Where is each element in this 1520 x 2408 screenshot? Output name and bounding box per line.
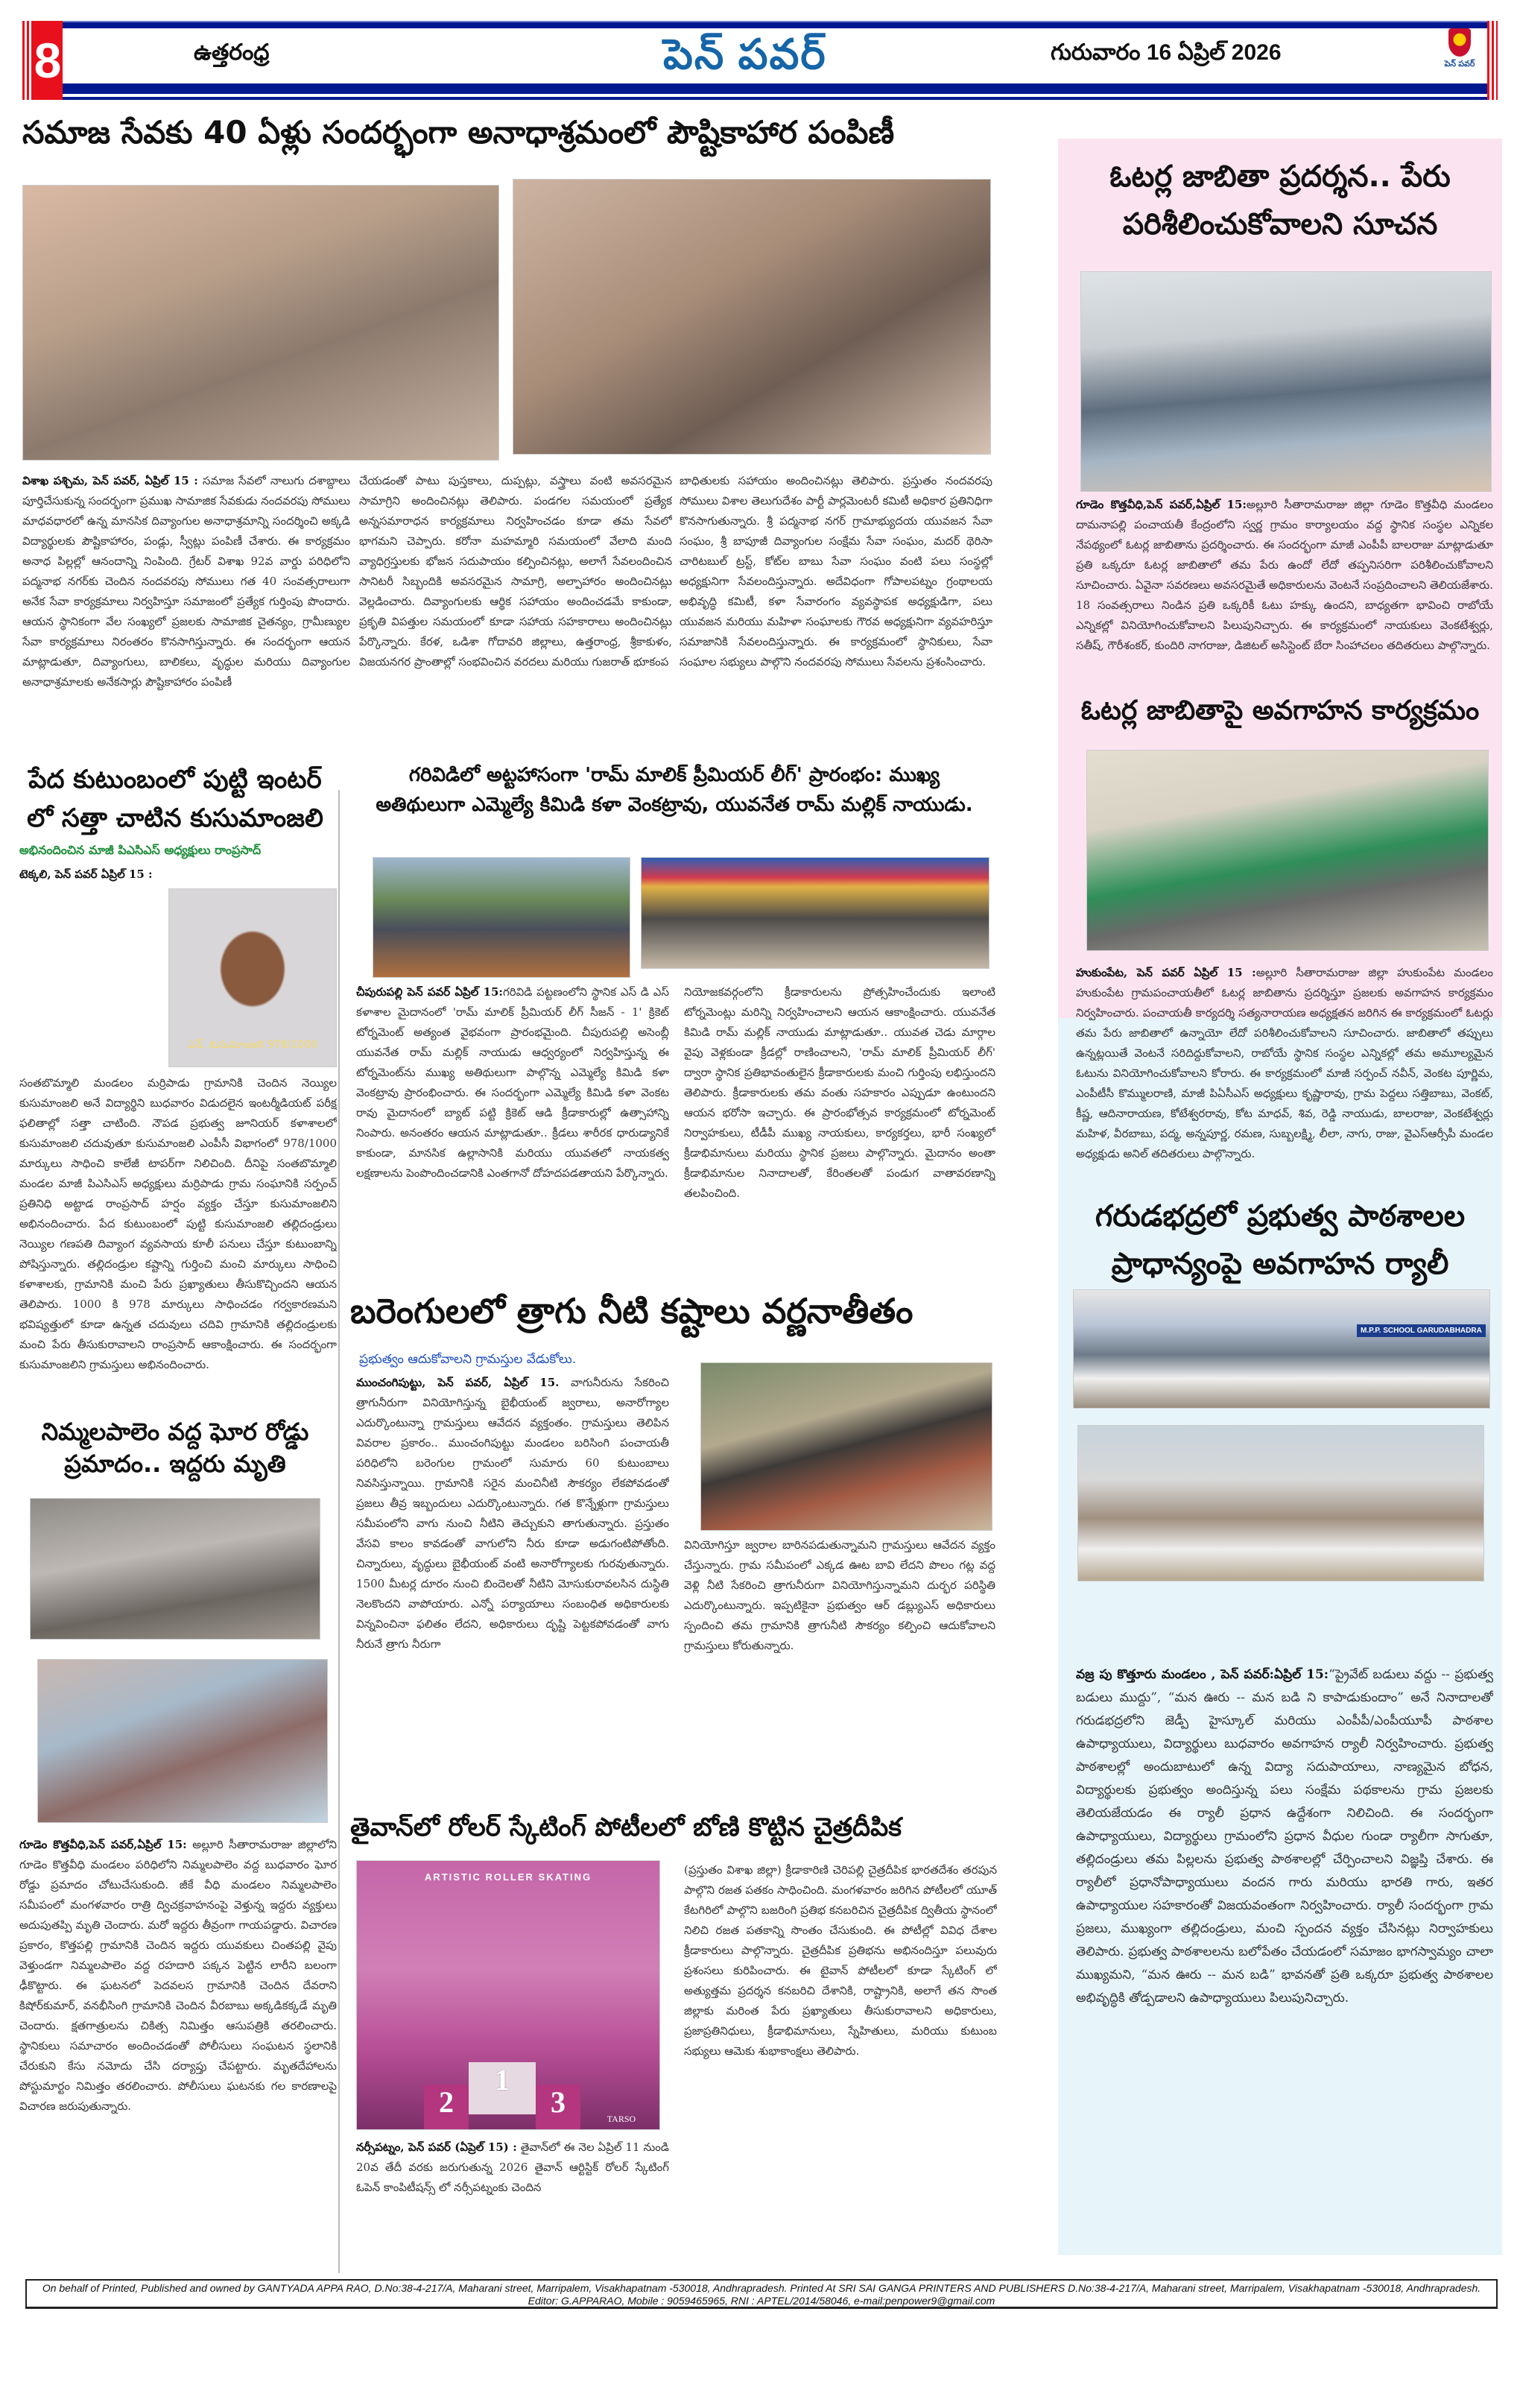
dateline-water: ముంచంగిపుట్టు, పెన్ పవర్, ఏప్రిల్ 15. <box>356 1376 560 1389</box>
headline-voters-list: ఓటర్ల జాబితా ప్రదర్శన.. పేరు పరిశీలించుకోవాలని సూచన <box>1109 159 1451 241</box>
paper-title: పెన్ పవర్ <box>663 31 827 78</box>
photo-kusumanjali <box>168 888 337 1067</box>
dateline-voters-list: గూడెం కొత్తవీధి,పెన్ పవర్,ఏప్రిల్ 15: <box>1076 498 1247 511</box>
column-divider <box>338 790 340 2273</box>
article-body-water-col2: వినియోగిస్తూ జ్వరాల బారినపడుతున్నామని గ్రామస్తులు ఆవేదన వ్యక్తం చేస్తున్నారు. గ్రామ సమీపంలో ఎక్కడ ఊట బావి లేదని పొలం గట్ల వద్ద వెళ్లి నీటి సేకరించి త్రాగునీరుగా వినియోగిస్తున్నామని దుర్భర పరిస్థితి ఎదుర్కొంటున్నారు. ఇప్పటికైనా ప్రభుత్వం ఆర్ డబ్ల్యుఎస్ అధికారులు స్పందించి తమ గ్రామానికి త్రాగునీటి సౌకర్యం కల్పించి ఆదుకోవాలని గ్రామస్తులు కోరుతున్నారు. <box>684 1538 995 1652</box>
masthead-bottom-rule <box>22 97 1498 100</box>
headline-voters-awareness: ఓటర్ల జాబితాపై అవగాహన కార్యక్రమం <box>1080 695 1480 726</box>
article-body-voters-awareness: హుకుంపేట, పెన్ పవర్ ఏప్రిల్ 15 :అల్లూరి సీతారామరాజు జిల్లా హుకుంపేట మండలం హుకుంపేట గ్రామపంచాయతీలో ఓటర్ల జాబితాను ప్రదర్శిస్తూ ప్రజలకు అవగాహన కార్యక్రమం నిర్వహించారు. పంచాయతీ కార్యదర్శి సత్యనారాయణ అధ్యక్షతన జరిగిన ఈ కార్యక్రమంలో ఓటర్లు తమ పేరు జాబితాలో ఉన్నాయో లేదో పరిశీలించుకోవాలని సూచించారు. జాబితాలో తప్పులు ఉన్నట్లయితే వెంటనే సరిదిద్దుకోవాలని, రాబోయే స్థానిక సంస్థల ఎన్నికల్లో తమ అమూల్యమైన ఓటును వినియోగించుకోవాలని కోరారు. ఈ కార్యక్రమంలో మాజీ సర్పంచ్ నవీన్, వెంకట పూర్ణిమ, ఎంపీటీసీ కొమ్ములరాణి, మాజీ పిఏసీఎస్ అధ్యక్షులు కృష్ణారావు, గ్రామ పెద్దలు సత్తిబాబు, వెంకట్, కీష్ణ, ఆదినారాయణ, కోటేశ్వరరావు, కోట మాధవ్, శివ, రెడ్డి నాయుడు, బాలరాజు, వెంకటేశ్వర్లు మహిళ, వీరబాబు, పద్మ, అన్నపూర్ణ, రమణ, సుబ్బలక్ష్మి, లీలా, నాగు, రాజు, వైఎస్ఆర్సీపీ మండల అధ్యక్షుడు అనిల్ తదితరులు పాల్గొన్నారు. <box>1076 966 1493 1160</box>
article-body-skating-col2: (ప్రస్తుతం విశాఖ జిల్లా) క్రీడాకారిణి చెరిపల్లి చైత్రదీపిక భారతదేశం తరపున పాల్గొని రజత పతకం సాధించింది. మంగళవారం జరిగిన పోటీలలో యూత్ కేటగిరిలో పాల్గొని బజరింగి ప్రతిభ కనబరిచిన చైత్రదీపిక ద్వితీయ స్థానంలో నిలిచి రజత పతకాన్ని సొంతం చేసుకుంది. ఈ పోటీల్లో వివిధ దేశాల క్రీడాకారులు పాల్గొన్నారు. చైత్రదీపిక ప్రతిభను అభినందిస్తూ పలువురు ప్రశంసలు కురిపించారు. ఈ టైవాన్ పోటీలలో కూడా స్కేటింగ్ లో అత్యుత్తమ ప్రదర్శన కనబరిచి దేశానికి, రాష్ట్రానికి, అలాగే తన సొంత జిల్లాకు మరింత పేరు ప్రఖ్యాతులు తీసుకురావాలని అధికారులు, ప్రజాప్రతినిధులు, క్రీడాభిమానులు, స్నేహితులు, మరియు కుటుంబ సభ్యులు ఆమెకు శుభాకాంక్షలు తెలిపారు. <box>684 1863 997 2058</box>
page-number: 8 <box>33 21 63 100</box>
headline-kusumanjali: పేద కుటుంబంలో పుట్టి ఇంటర్ లో సత్తా చాటిన కుసుమాంజలి <box>27 765 323 833</box>
section-name: ఉత్తరంధ్ర <box>194 40 270 65</box>
photo-accident-1 <box>30 1498 320 1640</box>
podium-third-block: 3 <box>536 2085 580 2129</box>
article-body-skating-col1: నర్సీపట్నం, పెన్ పవర్ (ఏప్రెల్ 15) : తైవాన్‌లో ఈ నెల ఏప్రిల్ 11 నుండి 20వ తేదీ వరకు జరుగుతున్న 2026 తైవాన్ ఆర్టిస్టిక్ రోలర్ స్కేటింగ్ ఓపెన్ కాంపిటీషన్స్ లో నర్సీపట్నంకు చెందిన <box>356 2140 669 2194</box>
article-body-kusumanjali: సంతబొమ్మాలి మండలం మర్రిపాడు గ్రామానికి చెందిన నెయ్యిల కుసుమాంజలి అనే విద్యార్థిని బుధవారం విడుదలైన ఇంటర్మీడియట్ పరీక్ష ఫలితాల్లో సత్తా చాటింది. నౌపడ ప్రభుత్వ జూనియర్ కళాశాలలో కుసుమాంజలి చదువుతూ కుసుమాంజలి ఎంపీసీ విభాగంలో 978/1000 మార్కులు సాధించి కాలేజీ టాపర్‌గా నిలిచింది. దీనిపై సంతబొమ్మాలి మండల మాజీ పిఎసిఎస్ అధ్యక్షులు మర్రిపాడు గ్రామ సంఘానికి సర్పంచ్ ప్రతినిధి అట్టాడ రాంప్రసాద్ హర్షం వ్యక్తం చేస్తూ కుసుమాంజలిని అభినందించారు. పేద కుటుంబంలో పుట్టి కుసుమాంజలి తల్లిదండ్రులు నెయ్యిల గణపతి దివ్యాంగ వ్యవసాయ కూలీ పనులు చేస్తూ కుటుంబాన్ని పోషిస్తున్నారు. తల్లిదండ్రుల కష్టాన్ని గుర్తించి మంచి మార్కులు సాధించి కళాశాలకు, గ్రామానికి మంచి పేరు ప్రఖ్యాతులు తీసుకొచ్చిందని ఆయన తెలిపారు. 1000 కి 978 మార్కులు సాధించడం గర్వకారణమని భవిష్యత్తులో కూడా ఉన్నత చదువులు చదివి గ్రామానికి తల్లిదండ్రులకు మంచి పేరు తీసుకురావాలని రాంప్రసాద్ ఆకాంక్షించారు. ఈ సందర్భంగా కుసుమాంజలిని గ్రామస్తులు అభినందించారు. <box>19 1076 337 1371</box>
masthead-stripes-right <box>1487 21 1498 100</box>
paper-logo-icon <box>1442 28 1478 80</box>
photo-rally-1 <box>1073 1289 1490 1409</box>
dateline-voters-awareness: హుకుంపేట, పెన్ పవర్ ఏప్రిల్ 15 : <box>1076 966 1256 979</box>
article-body-cricket-col1: చీపురుపల్లి పెన్ పవర్ ఏప్రిల్ 15:గరివిడి పట్టణంలోని స్థానిక ఎస్ డి ఎస్ కళాశాల మైదానంలో 'రామ్ మాలిక్ ప్రీమియర్ లీగ్ సీజన్ - 1' క్రికెట్ టోర్నమెంట్ అత్యంత వైభవంగా ప్రారంభమైంది. చీపురుపల్లి అసెంబ్లీ యువనేత రామ్ మల్లిక్ నాయుడు ఆధ్వర్యంలో నిర్వహిస్తున్న ఈ టోర్నమెంట్‌ను ముఖ్య అతిథులుగా పాల్గొన్న ఎమ్మెల్యే కిమిడి కళా వెంకట్రావు ప్రారంభించారు. ఈ సందర్భంగా ఎమ్మెల్యే కిమిడి కళా వెంకట రావు మైదానంలో బ్యాట్ పట్టి క్రికెట్ ఆడి క్రీడాకారుల్లో ఉత్సాహాన్ని నింపారు. అనంతరం ఆయన మాట్లాడుతూ.. క్రీడలు శారీరక ధారుడ్యానికే కాకుండా, మానసిక ఉల్లాసానికి మరియు యువతలో నాయకత్వ లక్షణాలను పెంపొందించడానికి ఎంతగానో దోహదపడతాయని పేర్కొన్నారు. <box>356 985 669 1180</box>
logo-text: పెన్ పవర్ <box>1444 60 1475 69</box>
article-body-cricket-col2: నియోజకవర్గంలోని క్రీడాకారులను ప్రోత్సహించేందుకు ఇలాంటి టోర్నమెంట్లు మరిన్ని నిర్వహించాలని ఆయన ఆకాంక్షించారు. యువనేత కిమిడి రామ్ మల్లిక్ నాయుడు మాట్లాడుతూ.. యువత చెడు మార్గాల వైపు వెళ్లకుండా క్రీడల్లో రాణించాలని, 'రామ్ మాలిక్ ప్రీమియర్ లీగ్' ద్వారా స్థానిక ప్రతిభావంతులైన క్రీడాకారులకు మంచి గుర్తింపు లభిస్తుందని తెలిపారు. క్రీడాకారులకు తమ వంతు సహకారం ఎప్పుడూ ఉంటుందని ఆయన భరోసా ఇచ్చారు. ఈ ప్రారంభోత్సవ కార్యక్రమంలో టోర్నమెంట్ నిర్వాహకులు, టీడీపీ ముఖ్య నాయకులు, కార్యకర్తలు, భారీ సంఖ్యలో క్రీడాభిమానులు మరియు స్థానిక ప్రజలు పాల్గొన్నారు. మైదానం అంతా క్రీడాభిమానుల నినాదాలతో, కేరింతలతో పండుగ వాతావరణాన్ని తలపించింది. <box>684 985 995 1200</box>
article-body-orphanage-col1: విశాఖ పశ్చిమ, పెన్ పవర్, ఏప్రిల్ 15 : సమాజ సేవలో నాలుగు దశాబ్దాలు పూర్తిచేసుకున్న సందర్భంగా ప్రముఖ సామాజిక సేవకుడు నందవరపు సోములు మాధవధారలో ఉన్న మానసిక దివ్యాంగుల అనాధాశ్రమాన్ని సందర్శించి అక్కడి విద్యార్థులకు పౌష్టికాహారం, పండ్లు, స్వీట్లు పంపిణీ చేశారు. ఈ కార్యక్రమం అనాధ పిల్లల్లో ఆనందాన్ని నింపింది. గ్రేటర్ విశాఖ 92వ వార్డు పరిధిలోని పద్మనాభ నగర్‌కు చెందిన నందవరపు సోములు గత 40 సంవత్సరాలుగా అనేక సేవా కార్యక్రమాలు నిర్వహిస్తూ సమాజంలో ప్రత్యేక గుర్తింపు పొందారు. ఆయన స్థానికంగా వేల సంఖ్యలో ప్రజలకు సామాజిక చైతన్యం, గ్రామీణ్యుల సేవా కార్యక్రమాలు నిరంతరం కొనసాగిస్తున్నారు. ఈ సందర్భంగా ఆయన మాట్లాడుతూ, దివ్యాంగులు, బాలికలు, వృద్ధుల మరియు దివ్యాంగుల అనాధాశ్రమాలకు అనేకసార్లు పౌష్టికాహారం పంపిణీ <box>22 474 350 689</box>
photo-orphanage-meal-2 <box>513 179 991 455</box>
imprint-line-2: Editor: G.APPARAO, Mobile : 9059465965, RNI : APTEL/2014/58046, e-mail:penpower9@gmail.com <box>528 2295 995 2307</box>
podium-first-block: 1 <box>469 2062 536 2114</box>
masthead-stripes-left <box>22 21 33 100</box>
imprint-footer <box>25 2279 1498 2309</box>
dateline-skating: నర్సీపట్నం, పెన్ పవర్ (ఏప్రెల్ 15) : <box>356 2140 517 2154</box>
headline-skating: తైవాన్‌లో రోలర్ స్కేటింగ్ పోటీలలో బోణి కొట్టిన చైత్రదీపిక <box>350 1813 902 1842</box>
article-body-voters-list: గూడెం కొత్తవీధి,పెన్ పవర్,ఏప్రిల్ 15:అల్లూరి సీతారామరాజు జిల్లా గూడెం కొత్తవీధి మండలం దామనాపల్లి పంచాయతీ కేంద్రంలోని స్వర్ణ గ్రామం కార్యాలయం వద్ద స్థానిక సంస్థల ఎన్నికల నేపథ్యంలో ఓటర్ల జాబితాను ప్రదర్శించారు. ఈ సందర్భంగా మాజీ ఎంపీపీ బాలరాజు మాట్లాడుతూ ప్రతి ఒక్కరూ ఓటర్ల జాబితాలో తమ పేరు ఉందో లేదో తప్పనిసరిగా పరిశీలించుకోవాలని సూచించారు. ఏవైనా సవరణలు అవసరమైతే అధికారులను వెంటనే సంప్రదించాలని తెలియజేశారు. 18 సంవత్సరాలు నిండిన ప్రతి ఒక్కరికీ ఓటు హక్కు ఉందని, బాధ్యతగా భావించి రాబోయే ఎన్నికల్లో వినియోగించుకోవాలని పిలుపునిచ్చారు. ఈ కార్యక్రమంలో నాయకులు వెంకటేశ్వర్లు, సతీష్, గౌరీశంకర్, కుందిరి నాగరాజు, డిజిటల్ అసిస్టెంట్ బేరా సింహాచలం తదితరులు పాల్గొన్నారు. <box>1076 498 1493 652</box>
dateline-cricket: చీపురుపల్లి పెన్ పవర్ ఏప్రిల్ 15: <box>356 985 503 999</box>
article-body-water-col1: ముంచంగిపుట్టు, పెన్ పవర్, ఏప్రిల్ 15. వాగునీరును సేకరించి త్రాగునీరుగా వినియోగిస్తున్న బైభీయంట్ జ్వరాలు, అనారోగ్యాల ఎదుర్కొంటున్నా గ్రామస్తులు ఆవేదన వ్యక్తంతం. గ్రామస్తులు తెలిపిన వివరాల ప్రకారం.. ముంచంగిపుట్టు మండలం బరిసింగి పంచాయతీ పరిధిలోని బరెంగుల గ్రామంలో సుమారు 60 కుటుంబాలు నివసిస్తున్నాయి. గ్రామానికి సరైన మంచినీటి సౌకర్యం లేకపోవడంతో ప్రజలు తీవ్ర ఇబ్బందులు ఎదుర్కొంటున్నారు. గత కొన్నేళ్లుగా గ్రామస్తులు సమీపంలోని వాగు నుంచి నీటిని తెచ్చుకుని తాగుతున్నారు. ప్రస్తుతం వేసవి కాలం కావడంతో వాగులోని నీరు కూడా అడుగంటిపోతోంది. చిన్నారులు, వృద్ధులు బైభీయంట్ వంటి అనారోగ్యాలకు గురవుతున్నారు. 1500 మీటర్ల దూరం నుంచి బిందెలతో నీటిని మోసుకురావలసిన దుస్థితి నెలకొందని వాపోయారు. ఎన్నో పర్యాయాలు సంబంధిత అధికారులకు విన్నవించినా ఫలితం లేదని, అధికారులు దృష్టి పెట్టకపోవడంతో వాగు నీరునే త్రాగు నీరుగా <box>356 1376 669 1651</box>
skating-banner-text: ARTISTIC ROLLER SKATING <box>424 1871 592 1883</box>
article-body-rally: వజ్ర పు కొత్తూరు మండలం , పెన్ పవర్:ఏప్రిల్ 15:“ప్రైవేట్ బడులు వద్దు -- ప్రభుత్వ బడులు ముద్దు”, “మన ఊరు -- మన బడి ని కాపాడుకుందాం” అనే నినాదాలతో గరుడభద్రలోని జెడ్పీ హైస్కూల్ మరియు ఎంపీపీ/ఎంపీయూపీ పాఠశాల ఉపాధ్యాయులు, విద్యార్థులు బుధవారం అవగాహన ర్యాలీ నిర్వహించారు. ప్రభుత్వ పాఠశాలల్లో అందుబాటులో ఉన్న విద్యా సదుపాయాలు, నాణ్యమైన బోధన, విద్యార్థులకు ప్రభుత్వం అందిస్తున్న పలు సంక్షేమ పథకాలను గ్రామ ప్రజలకు తెలియజేయడం ఈ ర్యాలీ ప్రధాన ఉద్దేశంగా నిలిచింది. ఈ సందర్భంగా ఉపాధ్యాయులు, విద్యార్థులు గ్రామంలోని ప్రధాన వీధుల గుండా ర్యాలీగా సాగుతూ, తల్లిదండ్రులు తమ పిల్లలను ప్రభుత్వ పాఠశాలల్లో చేర్పించాలని విజ్ఞప్తి చేశారు. ఈ ర్యాలీలో ప్రధానోపాధ్యాయులు వందన గారు మరియు భారతి గారు, ఇతర ఉపాధ్యాయుల సహకారంతో విజయవంతంగా నిర్వహించారు. ర్యాలీ సందర్భంగా గ్రామ ప్రజలు, ముఖ్యంగా తల్లిదండ్రులు, మంచి స్పందన వ్యక్తం చేసినట్లు నిర్వాహకులు తెలిపారు. ప్రభుత్వ పాఠశాలలను బలోపేతం చేయడంలో సమాజం భాగస్వామ్యం చాలా ముఖ్యమని, “మన ఊరు -- మన బడి” భావనతో ప్రతి ఒక్కరూ ప్రభుత్వ పాఠశాలల అభివృద్ధికి తోడ్పడాలని ఉపాధ్యాయులు పిలుపునిచ్చారు. <box>1076 1667 1493 2006</box>
subhead-kusumanjali: అభినందించిన మాజీ పిఎసిఎస్ అధ్యక్షులు రాంప్రసాద్ <box>19 843 262 857</box>
dateline-orphanage: విశాఖ పశ్చిమ, పెన్ పవర్, ఏప్రిల్ 15 : <box>22 474 198 487</box>
masthead <box>22 21 1498 100</box>
photo-orphanage-meal-1 <box>22 185 499 461</box>
article-body-accident: గూడెం కొత్తవీధి,పెన్ పవర్,ఏప్రిల్ 15: అల్లూరి సీతారామరాజు జిల్లాలోని గూడెం కొత్తవీధి మండలం పరిధిలోని నిమ్మలపాలెం వద్ద బుధవారం ఘోర రోడ్డు ప్రమాదం చోటుచేసుకుంది. జీకే వీధి మండలం నిమ్మలపాలెం సమీపంలో మంగళవారం రాత్రి ద్విచక్రవాహనంపై వెళ్తున్న ఇద్దరు వ్యక్తులు అదుపుతప్పి మృతి చెందారు. మరో ఇద్దరు తీవ్రంగా గాయపడ్డారు. విచారణ ప్రకారం, కొత్తపల్లి గ్రామానికి చెందిన ఇద్దరు యువకులు చింతపల్లి వైపు వెళ్తుండగా నిమ్మలపాలెం వద్ద రహదారి పక్కన పెట్టిన లారీని బలంగా ఢీకొట్టారు. ఈ ఘటనలో పెదవలస గ్రామానికి చెందిన దేవరాని కిషోర్‌కుమార్, వనభీసింగి గ్రామానికి చెందిన వీరబాబు అక్కడికక్కడే మృతి చెందారు. క్షతగాత్రులను చికిత్స నిమిత్తం ఆసుపత్రికి తరలించారు. స్థానికులు సమాచారం అందించడంతో పోలీసులు సంఘటన స్థలానికి చేరుకుని కేసు నమోదు చేసి దర్యాప్తు చేపట్టారు. మృతదేహాలను పోస్టుమార్టం నిమిత్తం తరలించారు. పోలీసులు ఘటనకు గల కారణాలపై విచారణ జరుపుతున్నారు. <box>19 1838 337 2113</box>
headline-accident: నిమ్మలపాలెం వద్ద ఘోర రోడ్డు ప్రమాదం.. ఇద్దరు మృతి <box>41 1418 309 1479</box>
photo-water <box>700 1362 992 1531</box>
podium-brand: TARSO <box>607 2114 636 2124</box>
masthead-top-bar <box>22 21 1498 28</box>
logo-shield-icon <box>1448 28 1471 57</box>
photo-voters-list <box>1080 271 1492 492</box>
article-body-orphanage-col3: బాధితులకు సహాయం అందించినట్లు తెలిపారు. ప్రస్తుతం నందవరపు సోములు విశాల తెలుగుదేశం పార్టీ పార్లమెంటరీ కమిటీ అధికార ప్రతినిధిగా కొనసాగుతున్నారు. శ్రీ పద్మనాభ నగర్ గ్రామాభ్యుదయ యువజన సేవా సంఘం, శ్రీ బాపూజీ దివ్యాంగుల సంక్షేమ సేవా సంఘం, మదర్ థెరిసా చారిటబుల్ ట్రస్ట్, కోట్‌ల బాబు సేవా సంఘం వంటి పలు సంస్థల్లో అధ్యక్షునిగా సేవలందిస్తున్నారు. అదేవిధంగా గోపాలపట్నం గ్రంథాలయ అభివృద్ధి కమిటీ, కళా సేవారంగం వ్యవస్థాపక అధ్యక్షుడిగా, పలు యువజన మరియు మహిళా సంఘాలకు గౌరవ అధ్యక్షునిగా వ్యవహరిస్తూ సమాజానికి సేవలందిస్తున్నారు. ఈ కార్యక్రమంలో స్థానికులు, సేవా సంఘాల సభ్యులు పాల్గొని నందవరపు సోములు సేవలను ప్రశంసించారు. <box>680 474 992 669</box>
article-body-orphanage-col2: చేయడంతో పాటు పుస్తకాలు, దుప్పట్లు, వస్త్రాలు వంటి అవసరమైన సామాగ్రిని అందించినట్లు తెలిపారు. పండగల సమయంలో ప్రత్యేక అన్నసమారాధన కార్యక్రమాలు నిర్వహించడం కూడా తమ సేవలో భాగమని చెప్పారు. కరోనా మహమ్మారి సమయంలో వేలాది మంది వ్యాధిగ్రస్తులకు భోజన సదుపాయం కల్పించినట్లు, అలాగే సేవలందించిన సానిటరీ సిబ్బందికి అవసరమైన సామాగ్రి, అల్పాహారం అందించినట్లు వెల్లడించారు. దివ్యాంగులకు ఆర్థిక సహాయం అందించడమే కాకుండా, ప్రకృతి విపత్తుల సమయంలో కూడా సహాయ సహకారాలు అందించినట్లు పేర్కొన్నారు. కేరళ, ఒడిశా గోదావరి జిల్లాలు, ఉత్తరాంధ్ర, శ్రీకాకుళం, విజయనగర ప్రాంతాల్లో సంభవించిన వరదలు మరియు గుజరాత్ భూకంప <box>359 474 672 669</box>
photo-skating-podium <box>356 1860 660 2130</box>
photo-cricket-1 <box>373 857 630 978</box>
photo-voters-awareness <box>1086 750 1489 951</box>
headline-orphanage: సమాజ సేవకు 40 ఏళ్లు సందర్భంగా అనాధాశ్రమంలో పౌష్టికాహార పంపిణీ <box>22 114 895 151</box>
headline-rally: గరుడభద్రలో ప్రభుత్వ పాఠశాలల ప్రాధాన్యంపై అవగాహన ర్యాలీ <box>1095 1199 1466 1281</box>
article-body-kusumanjali-intro <box>19 865 161 1073</box>
school-sign: M.P.P. SCHOOL GARUDABHADRA <box>1357 1324 1486 1337</box>
photo-cricket-2 <box>641 857 989 969</box>
photo-label-kusumanjali: ఎన్. కుసుమాంజలి 978/1000 <box>188 1039 317 1051</box>
headline-water: బరెంగులలో త్రాగు నీటి కష్టాలు వర్ణనాతీతం <box>350 1291 913 1331</box>
subhead-water: ప్రభుత్వం ఆదుకోవాలని గ్రామస్తుల వేడుకోలు. <box>359 1352 577 1367</box>
imprint-line-1: On behalf of Printed, Published and owned by GANTYADA APPA RAO, D.No:38-4-217/A, Maharani street, Marripalem, Visakhapatnam -530018, Andhrapradesh. Printed At SRI SAI GANGA PRINTERS AND PUBLISHERS D.No:38-4-217/A, Maharani street, Marripalem, Visakhapatnam -530018, Andhrapradesh. <box>42 2282 1481 2294</box>
issue-date: గురువారం 16 ఏప్రిల్ 2026 <box>1051 40 1282 65</box>
photo-rally-2 <box>1077 1425 1484 1581</box>
podium-second-block: 2 <box>424 2085 469 2129</box>
dateline-kusumanjali: టెక్కలి, పెన్ పవర్ ఏప్రిల్ 15 : <box>19 868 153 881</box>
dateline-rally: వజ్ర పు కొత్తూరు మండలం , పెన్ పవర్:ఏప్రిల్ 15: <box>1076 1667 1329 1682</box>
photo-accident-2 <box>37 1659 328 1823</box>
dateline-accident: గూడెం కొత్తవీధి,పెన్ పవర్,ఏప్రిల్ 15: <box>19 1838 187 1851</box>
headline-cricket: గరివిడిలో అట్టహాసంగా 'రామ్ మాలిక్ ప్రీమియర్ లీగ్' ప్రారంభం: ముఖ్య అతిథులుగా ఎమ్మెల్యే కిమిడి కళా వెంకట్రావు, యువనేత రామ్ మల్లిక్ నాయుడు. <box>376 764 973 816</box>
